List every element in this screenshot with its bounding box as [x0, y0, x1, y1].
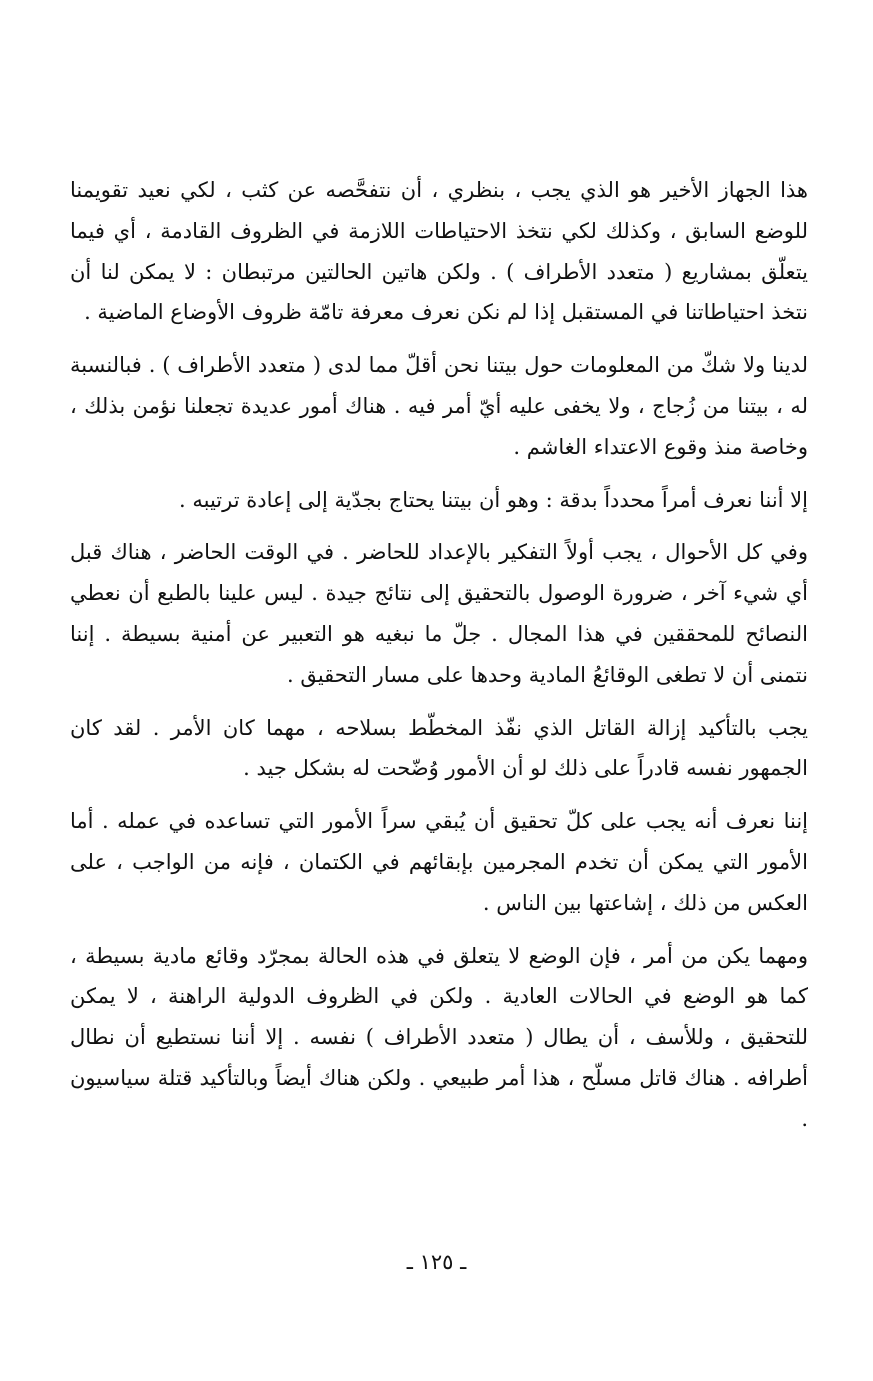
page-body [70, 170, 808, 1140]
paragraph-4: وفي كل الأحوال ، يجب أولاً التفكير بالإعداد للحاضر . في الوقت الحاضر ، هناك قبل أي شيء آخر ، ضرورة الوصول بالتحقيق إلى نتائج جيدة . ليس علينا بالطبع أن نعطي النصائح للمحققين في هذا المجال . جلّ ما نبغيه هو التعبير عن أمنية بسيطة . إننا نتمنى أن لا تطغى الوقائعُ المادية وحدها على مسار التحقيق . [70, 540, 809, 687]
paragraph-1: هذا الجهاز الأخير هو الذي يجب ، بنظري ، أن نتفحَّصه عن كثب ، لكي نعيد تقويمنا للوضع السابق ، وكذلك لكي نتخذ الاحتياطات اللازمة في الظروف القادمة ، أي فيما يتعلّق بمشاريع ( متعدد الأطراف ) . ولكن هاتين الحالتين مرتبطان : لا يمكن لنا أن نتخذ احتياطاتنا في المستقبل إذا لم نكن نعرف معرفة تامّة ظروف الأوضاع الماضية . [70, 178, 808, 325]
paragraph-6: إننا نعرف أنه يجب على كلّ تحقيق أن يُبقي سراً الأمور التي تساعده في عمله . أما الأمور التي يمكن أن تخدم المجرمين بإبقائهم في الكتمان ، فإنه من الواجب ، على العكس من ذلك ، إشاعتها بين الناس . [70, 809, 808, 915]
paragraph-2: لدينا ولا شكّ من المعلومات حول بيتنا نحن أقلّ مما لدى ( متعدد الأطراف ) . فبالنسبة له ، بيتنا من زُجاج ، ولا يخفى عليه أيّ أمر فيه . هناك أمور عديدة تجعلنا نؤمن بذلك ، وخاصة منذ وقوع الاعتداء الغاشم . [70, 353, 808, 459]
page-number: ـ ١٢٥ ـ [406, 1250, 467, 1274]
paragraph-5: يجب بالتأكيد إزالة القاتل الذي نفّذ المخطّط بسلاحه ، مهما كان الأمر . لقد كان الجمهور نفسه قادراً على ذلك لو أن الأمور وُضّحت له بشكل جيد . [70, 715, 808, 781]
paragraph-3: إلا أننا نعرف أمراً محدداً بدقة : وهو أن بيتنا يحتاج بجدّية إلى إعادة ترتيبه . [179, 487, 808, 512]
paragraph-7: ومهما يكن من أمر ، فإن الوضع لا يتعلق في هذه الحالة بمجرّد وقائع مادية بسيطة ، كما هو الوضع في الحالات العادية . ولكن في الظروف الدولية الراهنة ، لا يمكن للتحقيق ، وللأسف ، أن يطال ( متعدد الأطراف ) نفسه . إلا أننا نستطيع أن نطال أطرافه . هناك قاتل مسلّح ، هذا أمر طبيعي . ولكن هناك أيضاً وبالتأكيد قتلة سياسيون . [70, 943, 808, 1131]
